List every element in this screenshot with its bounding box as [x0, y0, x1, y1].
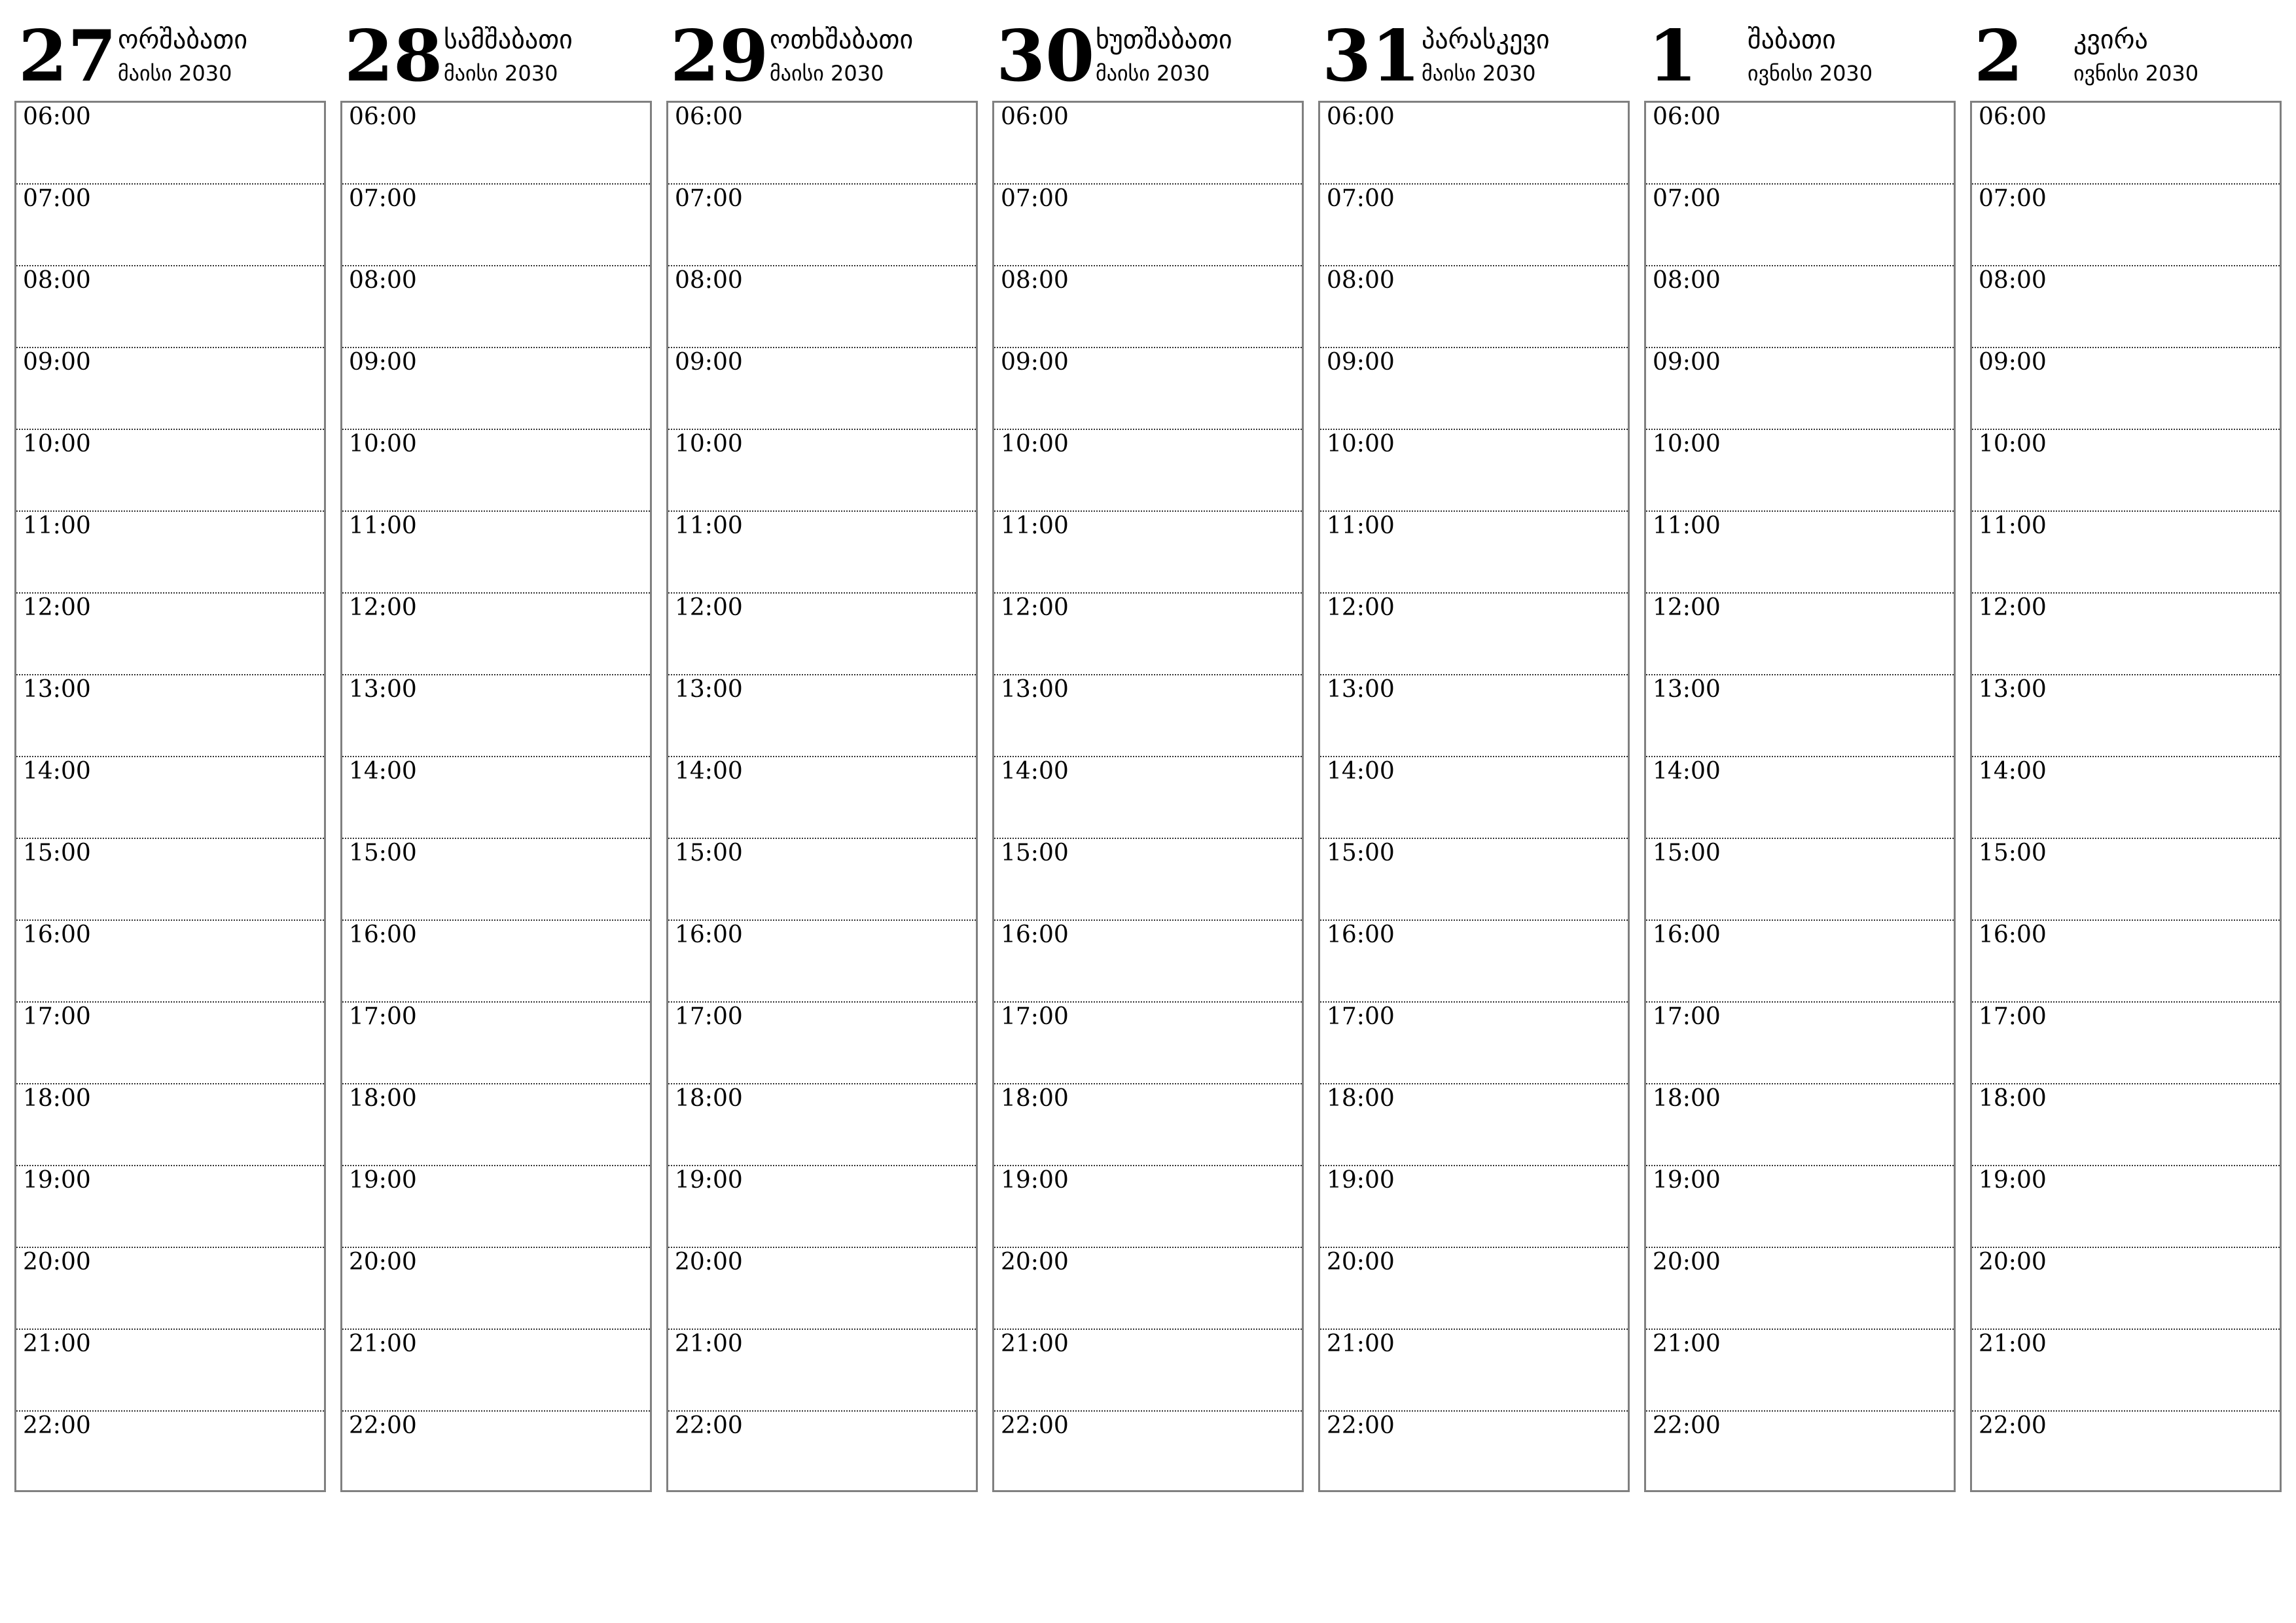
time-slot[interactable] — [1646, 1166, 1954, 1248]
time-slot[interactable] — [16, 185, 324, 266]
time-label: 14:00 — [1001, 758, 1069, 785]
day-name: შაბათი — [1748, 25, 1836, 55]
time-slot[interactable] — [16, 1084, 324, 1166]
time-label: 20:00 — [23, 1249, 91, 1275]
time-label: 15:00 — [675, 840, 743, 866]
day-header — [1644, 14, 1956, 101]
time-slot[interactable] — [1320, 675, 1628, 757]
time-slot[interactable] — [16, 1166, 324, 1248]
day-column — [340, 14, 652, 1496]
day-month: მაისი 2030 — [444, 61, 558, 86]
time-label: 22:00 — [675, 1412, 743, 1439]
time-slot[interactable] — [668, 1248, 976, 1330]
time-slot[interactable] — [668, 1166, 976, 1248]
time-label: 09:00 — [1979, 349, 2047, 376]
time-label: 15:00 — [349, 840, 417, 866]
time-label: 19:00 — [675, 1167, 743, 1194]
day-column — [1318, 14, 1630, 1496]
time-slot[interactable] — [342, 430, 650, 512]
time-slot[interactable] — [1646, 757, 1954, 839]
time-slot[interactable] — [1972, 921, 2280, 1003]
time-label: 10:00 — [1653, 431, 1721, 457]
time-label: 07:00 — [1327, 185, 1395, 212]
time-slot[interactable] — [16, 512, 324, 594]
time-label: 06:00 — [23, 103, 91, 130]
time-slot[interactable] — [668, 512, 976, 594]
time-label: 21:00 — [1001, 1330, 1069, 1357]
day-column — [666, 14, 978, 1496]
day-name: პარასკევი — [1422, 25, 1550, 55]
day-name: ორშაბათი — [118, 25, 248, 55]
time-label: 14:00 — [675, 758, 743, 785]
day-name: ოთხშაბათი — [770, 25, 914, 55]
time-label: 11:00 — [675, 512, 743, 539]
time-slot[interactable] — [342, 921, 650, 1003]
time-label: 06:00 — [675, 103, 743, 130]
time-slot[interactable] — [342, 1248, 650, 1330]
time-label: 09:00 — [349, 349, 417, 376]
hour-grid — [992, 101, 1304, 1492]
time-slot[interactable] — [16, 1412, 324, 1490]
day-month: ივნისი 2030 — [1748, 61, 1873, 86]
day-column — [992, 14, 1304, 1496]
time-label: 06:00 — [1979, 103, 2047, 130]
time-label: 19:00 — [1979, 1167, 2047, 1194]
time-slot[interactable] — [1972, 594, 2280, 675]
time-label: 17:00 — [1001, 1003, 1069, 1030]
time-label: 06:00 — [1327, 103, 1395, 130]
time-slot[interactable] — [668, 839, 976, 921]
time-slot[interactable] — [16, 266, 324, 348]
time-slot[interactable] — [994, 1248, 1302, 1330]
time-label: 22:00 — [349, 1412, 417, 1439]
time-slot[interactable] — [1972, 675, 2280, 757]
time-label: 09:00 — [1001, 349, 1069, 376]
time-label: 15:00 — [23, 840, 91, 866]
time-label: 18:00 — [349, 1085, 417, 1112]
time-label: 20:00 — [349, 1249, 417, 1275]
time-slot[interactable] — [1972, 1330, 2280, 1412]
time-label: 15:00 — [1979, 840, 2047, 866]
time-slot[interactable] — [1972, 757, 2280, 839]
time-slot[interactable] — [342, 675, 650, 757]
day-number: 28 — [344, 15, 443, 98]
time-slot[interactable] — [16, 675, 324, 757]
time-slot[interactable] — [1320, 921, 1628, 1003]
time-label: 12:00 — [1653, 594, 1721, 621]
time-slot[interactable] — [16, 348, 324, 430]
time-slot[interactable] — [1646, 185, 1954, 266]
day-month: მაისი 2030 — [1096, 61, 1210, 86]
day-number: 1 — [1648, 15, 1698, 98]
time-label: 21:00 — [23, 1330, 91, 1357]
day-header — [1970, 14, 2282, 101]
time-slot[interactable] — [342, 594, 650, 675]
time-slot[interactable] — [1320, 757, 1628, 839]
time-slot[interactable] — [668, 1003, 976, 1084]
day-name: კვირა — [2073, 25, 2148, 55]
time-label: 17:00 — [675, 1003, 743, 1030]
time-slot[interactable] — [342, 185, 650, 266]
time-slot[interactable] — [994, 1330, 1302, 1412]
time-slot[interactable] — [342, 1166, 650, 1248]
time-slot[interactable] — [668, 1412, 976, 1490]
day-month: ივნისი 2030 — [2073, 61, 2199, 86]
day-month: მაისი 2030 — [770, 61, 884, 86]
time-label: 22:00 — [1327, 1412, 1395, 1439]
time-label: 11:00 — [1653, 512, 1721, 539]
time-slot[interactable] — [994, 1084, 1302, 1166]
time-slot[interactable] — [1646, 103, 1954, 185]
day-column — [14, 14, 326, 1496]
time-slot[interactable] — [342, 1330, 650, 1412]
time-slot[interactable] — [1320, 594, 1628, 675]
time-label: 21:00 — [1327, 1330, 1395, 1357]
time-label: 08:00 — [1001, 267, 1069, 294]
time-label: 21:00 — [1979, 1330, 2047, 1357]
time-label: 18:00 — [1327, 1085, 1395, 1112]
time-label: 12:00 — [1327, 594, 1395, 621]
time-slot[interactable] — [342, 1412, 650, 1490]
time-slot[interactable] — [342, 103, 650, 185]
time-slot[interactable] — [1320, 348, 1628, 430]
time-label: 14:00 — [1979, 758, 2047, 785]
time-slot[interactable] — [1972, 185, 2280, 266]
time-label: 20:00 — [675, 1249, 743, 1275]
time-slot[interactable] — [1972, 1084, 2280, 1166]
time-label: 11:00 — [1979, 512, 2047, 539]
time-slot[interactable] — [1972, 430, 2280, 512]
hour-grid — [340, 101, 652, 1492]
time-label: 15:00 — [1653, 840, 1721, 866]
time-label: 10:00 — [349, 431, 417, 457]
time-label: 13:00 — [23, 676, 91, 703]
time-label: 16:00 — [675, 921, 743, 948]
time-slot[interactable] — [1646, 1248, 1954, 1330]
time-label: 07:00 — [23, 185, 91, 212]
time-label: 07:00 — [1001, 185, 1069, 212]
time-slot[interactable] — [1972, 1248, 2280, 1330]
time-label: 17:00 — [1979, 1003, 2047, 1030]
day-column — [1644, 14, 1956, 1496]
time-label: 06:00 — [1653, 103, 1721, 130]
time-label: 21:00 — [1653, 1330, 1721, 1357]
time-label: 22:00 — [1653, 1412, 1721, 1439]
time-label: 10:00 — [1327, 431, 1395, 457]
time-slot[interactable] — [1972, 348, 2280, 430]
time-label: 13:00 — [1327, 676, 1395, 703]
time-slot[interactable] — [668, 921, 976, 1003]
time-label: 19:00 — [1327, 1167, 1395, 1194]
time-label: 20:00 — [1979, 1249, 2047, 1275]
time-slot[interactable] — [1320, 103, 1628, 185]
time-slot[interactable] — [1320, 1248, 1628, 1330]
time-slot[interactable] — [1972, 266, 2280, 348]
day-header — [14, 14, 326, 101]
time-slot[interactable] — [994, 675, 1302, 757]
time-slot[interactable] — [1320, 1084, 1628, 1166]
day-number: 30 — [996, 15, 1095, 98]
hour-grid — [1644, 101, 1956, 1492]
time-label: 16:00 — [1327, 921, 1395, 948]
time-slot[interactable] — [994, 757, 1302, 839]
time-label: 09:00 — [1327, 349, 1395, 376]
time-label: 12:00 — [1001, 594, 1069, 621]
time-label: 17:00 — [1653, 1003, 1721, 1030]
time-slot[interactable] — [668, 757, 976, 839]
time-slot[interactable] — [1320, 266, 1628, 348]
time-label: 13:00 — [1979, 676, 2047, 703]
time-slot[interactable] — [1320, 1330, 1628, 1412]
time-slot[interactable] — [1972, 1003, 2280, 1084]
time-slot[interactable] — [16, 430, 324, 512]
time-slot[interactable] — [16, 1248, 324, 1330]
time-slot[interactable] — [1972, 839, 2280, 921]
time-label: 18:00 — [23, 1085, 91, 1112]
time-slot[interactable] — [668, 1084, 976, 1166]
time-slot[interactable] — [994, 185, 1302, 266]
time-slot[interactable] — [668, 185, 976, 266]
time-slot[interactable] — [1646, 1330, 1954, 1412]
time-label: 08:00 — [1979, 267, 2047, 294]
hour-grid — [14, 101, 326, 1492]
time-label: 15:00 — [1327, 840, 1395, 866]
day-header — [992, 14, 1304, 101]
time-slot[interactable] — [994, 348, 1302, 430]
time-slot[interactable] — [994, 103, 1302, 185]
time-label: 06:00 — [1001, 103, 1069, 130]
time-label: 08:00 — [675, 267, 743, 294]
time-label: 16:00 — [23, 921, 91, 948]
time-slot[interactable] — [994, 594, 1302, 675]
time-slot[interactable] — [1972, 103, 2280, 185]
time-label: 08:00 — [349, 267, 417, 294]
time-label: 10:00 — [1979, 431, 2047, 457]
time-label: 09:00 — [675, 349, 743, 376]
time-slot[interactable] — [16, 1330, 324, 1412]
time-label: 14:00 — [23, 758, 91, 785]
time-slot[interactable] — [1972, 512, 2280, 594]
day-number: 2 — [1974, 15, 2024, 98]
time-slot[interactable] — [16, 594, 324, 675]
time-label: 16:00 — [349, 921, 417, 948]
time-label: 09:00 — [23, 349, 91, 376]
time-slot[interactable] — [16, 921, 324, 1003]
time-slot[interactable] — [1320, 1003, 1628, 1084]
time-slot[interactable] — [342, 757, 650, 839]
time-slot[interactable] — [342, 1003, 650, 1084]
time-slot[interactable] — [994, 430, 1302, 512]
time-slot[interactable] — [16, 103, 324, 185]
day-number: 29 — [670, 15, 769, 98]
time-slot[interactable] — [1320, 512, 1628, 594]
time-slot[interactable] — [668, 266, 976, 348]
time-slot[interactable] — [16, 1003, 324, 1084]
time-slot[interactable] — [994, 921, 1302, 1003]
time-label: 11:00 — [23, 512, 91, 539]
time-label: 11:00 — [1001, 512, 1069, 539]
time-slot[interactable] — [1320, 839, 1628, 921]
time-slot[interactable] — [342, 1084, 650, 1166]
time-label: 20:00 — [1001, 1249, 1069, 1275]
time-slot[interactable] — [342, 266, 650, 348]
time-slot[interactable] — [1972, 1412, 2280, 1490]
time-label: 15:00 — [1001, 840, 1069, 866]
time-label: 17:00 — [349, 1003, 417, 1030]
time-label: 19:00 — [349, 1167, 417, 1194]
time-label: 13:00 — [1653, 676, 1721, 703]
time-label: 18:00 — [675, 1085, 743, 1112]
time-slot[interactable] — [994, 1412, 1302, 1490]
time-label: 07:00 — [675, 185, 743, 212]
time-label: 07:00 — [1653, 185, 1721, 212]
time-label: 11:00 — [1327, 512, 1395, 539]
time-slot[interactable] — [1646, 594, 1954, 675]
time-slot[interactable] — [994, 1166, 1302, 1248]
day-number: 27 — [18, 15, 117, 98]
day-month: მაისი 2030 — [1422, 61, 1536, 86]
time-label: 18:00 — [1001, 1085, 1069, 1112]
time-label: 11:00 — [349, 512, 417, 539]
time-slot[interactable] — [16, 757, 324, 839]
time-label: 12:00 — [675, 594, 743, 621]
time-slot[interactable] — [1646, 1084, 1954, 1166]
day-header — [666, 14, 978, 101]
time-label: 18:00 — [1979, 1085, 2047, 1112]
time-label: 14:00 — [1327, 758, 1395, 785]
time-slot[interactable] — [1646, 348, 1954, 430]
time-label: 09:00 — [1653, 349, 1721, 376]
day-name: სამშაბათი — [444, 25, 573, 55]
time-slot[interactable] — [1646, 266, 1954, 348]
time-label: 16:00 — [1001, 921, 1069, 948]
time-slot[interactable] — [1320, 185, 1628, 266]
time-label: 22:00 — [1001, 1412, 1069, 1439]
time-slot[interactable] — [668, 103, 976, 185]
time-label: 17:00 — [1327, 1003, 1395, 1030]
time-label: 13:00 — [349, 676, 417, 703]
day-header — [1318, 14, 1630, 101]
time-label: 20:00 — [1327, 1249, 1395, 1275]
time-label: 08:00 — [1327, 267, 1395, 294]
time-label: 22:00 — [23, 1412, 91, 1439]
time-slot[interactable] — [342, 839, 650, 921]
time-label: 19:00 — [1653, 1167, 1721, 1194]
weekly-planner — [14, 14, 2282, 1496]
time-slot[interactable] — [1320, 1412, 1628, 1490]
time-label: 14:00 — [1653, 758, 1721, 785]
time-slot[interactable] — [1320, 1166, 1628, 1248]
time-label: 19:00 — [1001, 1167, 1069, 1194]
time-label: 10:00 — [23, 431, 91, 457]
time-slot[interactable] — [1646, 512, 1954, 594]
time-label: 08:00 — [23, 267, 91, 294]
hour-grid — [1318, 101, 1630, 1492]
time-label: 20:00 — [1653, 1249, 1721, 1275]
time-label: 08:00 — [1653, 267, 1721, 294]
time-slot[interactable] — [668, 1330, 976, 1412]
hour-grid — [666, 101, 978, 1492]
hour-grid — [1970, 101, 2282, 1492]
time-label: 06:00 — [349, 103, 417, 130]
time-label: 12:00 — [1979, 594, 2047, 621]
time-label: 21:00 — [675, 1330, 743, 1357]
time-slot[interactable] — [1646, 839, 1954, 921]
time-slot[interactable] — [994, 839, 1302, 921]
time-slot[interactable] — [668, 594, 976, 675]
time-slot[interactable] — [1646, 1003, 1954, 1084]
time-slot[interactable] — [994, 512, 1302, 594]
day-column — [1970, 14, 2282, 1496]
time-slot[interactable] — [668, 430, 976, 512]
time-slot[interactable] — [668, 675, 976, 757]
time-slot[interactable] — [342, 512, 650, 594]
time-slot[interactable] — [1646, 1412, 1954, 1490]
time-slot[interactable] — [1646, 921, 1954, 1003]
day-name: ხუთშაბათი — [1096, 25, 1232, 55]
time-label: 18:00 — [1653, 1085, 1721, 1112]
time-slot[interactable] — [668, 348, 976, 430]
time-label: 10:00 — [1001, 431, 1069, 457]
time-label: 19:00 — [23, 1167, 91, 1194]
time-label: 22:00 — [1979, 1412, 2047, 1439]
time-slot[interactable] — [1646, 675, 1954, 757]
time-label: 12:00 — [349, 594, 417, 621]
day-header — [340, 14, 652, 101]
time-label: 10:00 — [675, 431, 743, 457]
time-label: 13:00 — [1001, 676, 1069, 703]
time-label: 07:00 — [349, 185, 417, 212]
time-label: 16:00 — [1979, 921, 2047, 948]
time-slot[interactable] — [16, 839, 324, 921]
time-label: 21:00 — [349, 1330, 417, 1357]
time-label: 13:00 — [675, 676, 743, 703]
day-number: 31 — [1322, 15, 1421, 98]
time-slot[interactable] — [1320, 430, 1628, 512]
day-month: მაისი 2030 — [118, 61, 232, 86]
time-label: 12:00 — [23, 594, 91, 621]
time-label: 17:00 — [23, 1003, 91, 1030]
time-label: 14:00 — [349, 758, 417, 785]
time-slot[interactable] — [342, 348, 650, 430]
time-slot[interactable] — [994, 266, 1302, 348]
time-label: 16:00 — [1653, 921, 1721, 948]
time-slot[interactable] — [1972, 1166, 2280, 1248]
time-slot[interactable] — [994, 1003, 1302, 1084]
time-label: 07:00 — [1979, 185, 2047, 212]
time-slot[interactable] — [1646, 430, 1954, 512]
